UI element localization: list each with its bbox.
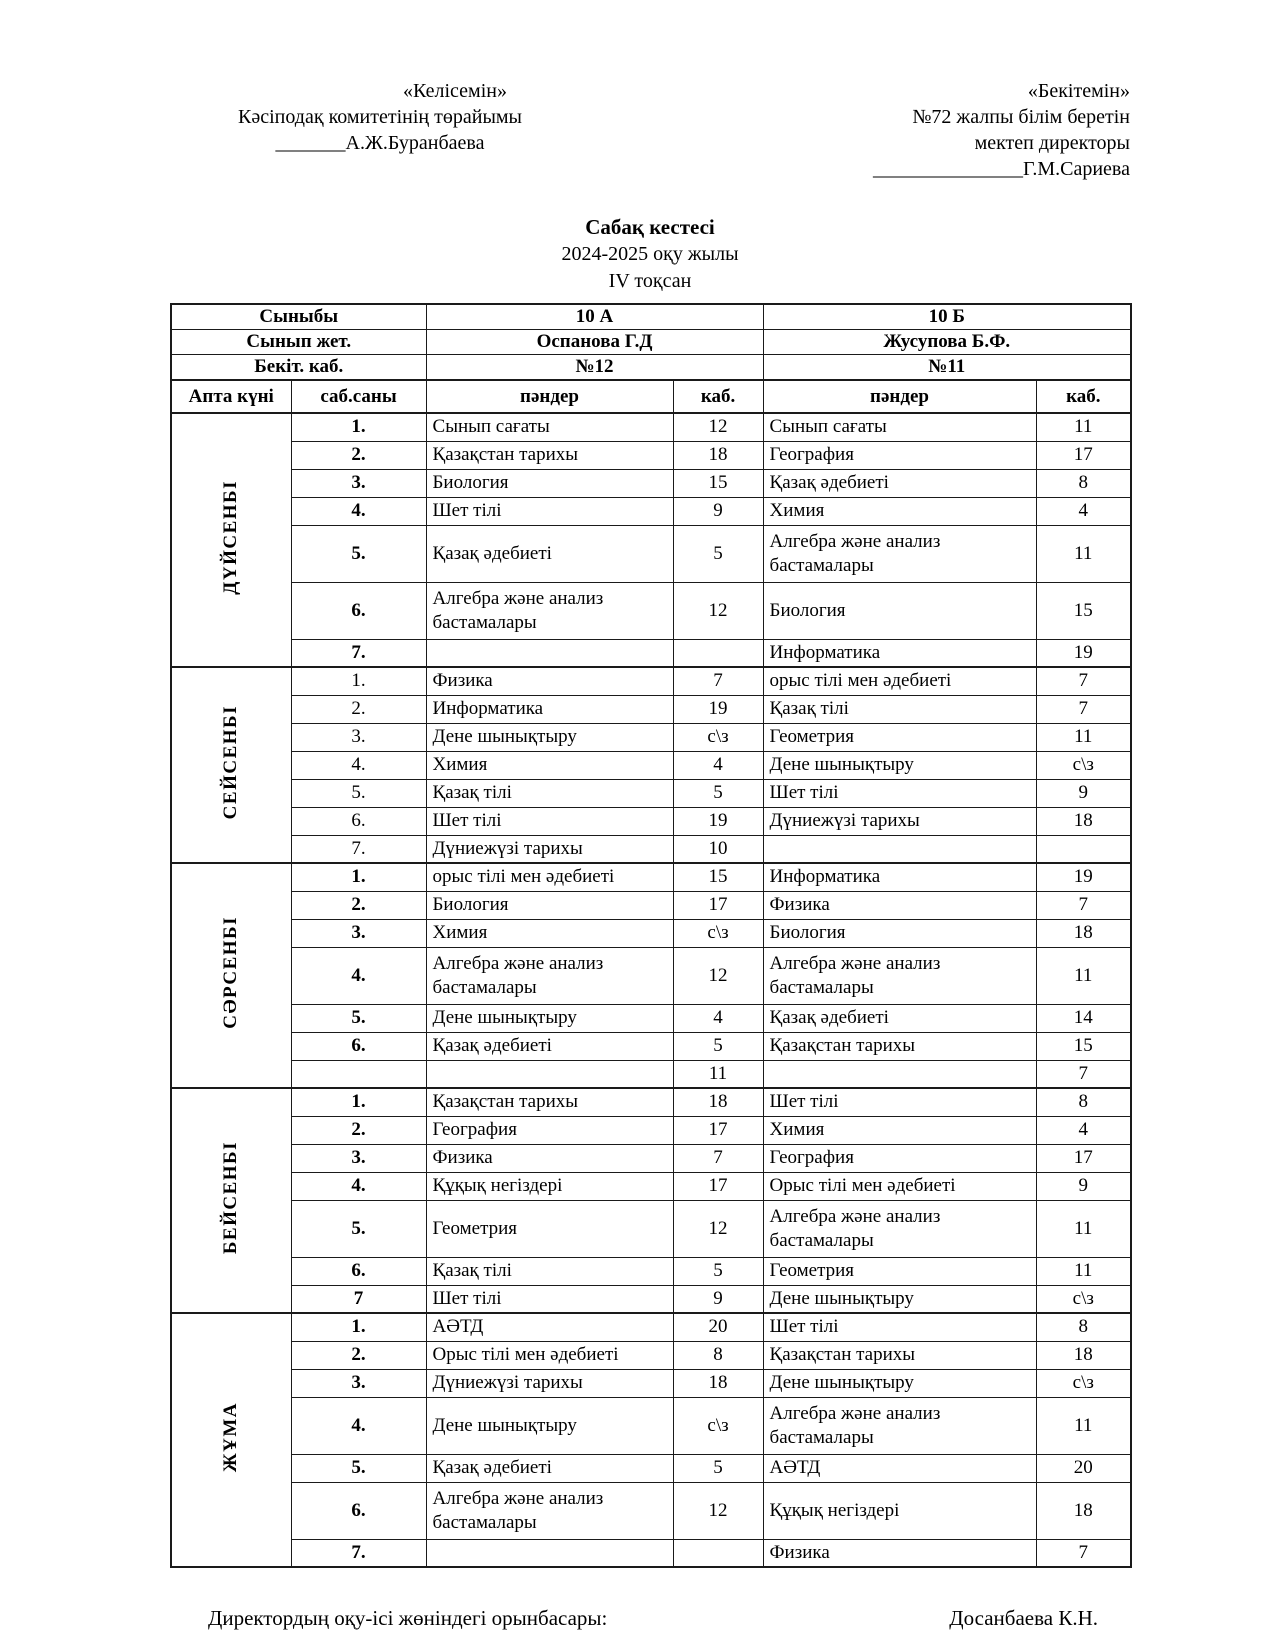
- kab-cell-10b: 7: [1036, 1539, 1131, 1567]
- lesson-num-cell: 1.: [291, 863, 426, 891]
- kab-cell-10b: с\з: [1036, 751, 1131, 779]
- kab-cell-10b: 19: [1036, 639, 1131, 667]
- kab-cell-10a: 12: [673, 1482, 763, 1539]
- subject-cell-10b: Шет тілі: [763, 1088, 1036, 1116]
- subject-cell-10b: География: [763, 441, 1036, 469]
- kab-cell-10b: 11: [1036, 525, 1131, 582]
- lesson-num-cell: 2.: [291, 1341, 426, 1369]
- subject-cell-10b: Дене шынықтыру: [763, 1369, 1036, 1397]
- table-row: [171, 723, 1131, 751]
- kab-cell-10b: 15: [1036, 1032, 1131, 1060]
- kab-cell-10b: 11: [1036, 1200, 1131, 1257]
- school-year: 2024-2025 оқу жылы: [561, 243, 739, 265]
- subject-cell-10b: Алгебра және анализ бастамалары: [763, 947, 1036, 1004]
- agree-role: Кәсіподақ комитетінің төрайымы: [238, 106, 522, 128]
- kab-cell-10a: 15: [673, 863, 763, 891]
- meta-label-teacher: Сынып жет.: [171, 330, 426, 355]
- approve-role: мектеп директоры: [974, 132, 1130, 154]
- lesson-num-cell: 6.: [291, 1032, 426, 1060]
- kab-cell-10b: с\з: [1036, 1285, 1131, 1313]
- subject-cell-10b: Информатика: [763, 863, 1036, 891]
- subject-cell-10a: География: [426, 1116, 673, 1144]
- lesson-num-cell: 1.: [291, 1313, 426, 1341]
- day-label: СӘРСЕНБІ: [220, 916, 242, 1029]
- subject-cell-10b: [763, 1060, 1036, 1088]
- lesson-num-cell: 4.: [291, 1172, 426, 1200]
- kab-cell-10a: 17: [673, 1116, 763, 1144]
- subject-cell-10b: Қазақстан тарихы: [763, 1032, 1036, 1060]
- table-row: [171, 1032, 1131, 1060]
- subject-cell-10a: [426, 639, 673, 667]
- table-row: [171, 1482, 1131, 1539]
- lesson-num-cell: 5.: [291, 1004, 426, 1032]
- table-row: [171, 1144, 1131, 1172]
- kab-cell-10a: 20: [673, 1313, 763, 1341]
- kab-cell-10a: 4: [673, 751, 763, 779]
- kab-cell-10a: 5: [673, 1032, 763, 1060]
- table-row: [171, 1200, 1131, 1257]
- subject-cell-10a: Орыс тілі мен әдебиеті: [426, 1341, 673, 1369]
- kab-cell-10b: 17: [1036, 1144, 1131, 1172]
- kab-cell-10a: 4: [673, 1004, 763, 1032]
- lesson-num-cell: 3.: [291, 723, 426, 751]
- table-row: [171, 891, 1131, 919]
- subject-cell-10a: Физика: [426, 1144, 673, 1172]
- kab-cell-10a: 17: [673, 1172, 763, 1200]
- document-title: Сабақ кестесі: [585, 215, 715, 239]
- table-row: [171, 1060, 1131, 1088]
- lesson-num-cell: 6.: [291, 1482, 426, 1539]
- lesson-num-cell: 4.: [291, 497, 426, 525]
- kab-cell-10a: 12: [673, 413, 763, 441]
- subject-cell-10a: Құқық негіздері: [426, 1172, 673, 1200]
- kab-cell-10a: 18: [673, 1088, 763, 1116]
- kab-cell-10b: 8: [1036, 1088, 1131, 1116]
- lesson-num-cell: 4.: [291, 947, 426, 1004]
- approve-block: [730, 78, 1130, 182]
- lesson-num-cell: 5.: [291, 779, 426, 807]
- lesson-num-cell: 6.: [291, 807, 426, 835]
- kab-cell-10a: 5: [673, 779, 763, 807]
- kab-cell-10a: 7: [673, 667, 763, 695]
- kab-cell-10b: 19: [1036, 863, 1131, 891]
- table-row: [171, 1341, 1131, 1369]
- kab-cell-10b: 20: [1036, 1454, 1131, 1482]
- table-row: [171, 525, 1131, 582]
- kab-cell-10b: 18: [1036, 919, 1131, 947]
- subject-cell-10b: [763, 835, 1036, 863]
- day-cell: [171, 1313, 291, 1567]
- lesson-num-cell: [291, 1060, 426, 1088]
- table-row: [171, 1454, 1131, 1482]
- subject-cell-10b: АӘТД: [763, 1454, 1036, 1482]
- subject-cell-10a: Қазақ әдебиеті: [426, 1454, 673, 1482]
- table-row: [171, 413, 1131, 441]
- kab-cell-10b: 18: [1036, 1482, 1131, 1539]
- kab-cell-10b: 7: [1036, 891, 1131, 919]
- kab-cell-10a: 9: [673, 497, 763, 525]
- subject-cell-10b: Шет тілі: [763, 779, 1036, 807]
- lesson-num-cell: 3.: [291, 919, 426, 947]
- subject-cell-10b: Шет тілі: [763, 1313, 1036, 1341]
- kab-cell-10a: 15: [673, 469, 763, 497]
- table-row: [171, 582, 1131, 639]
- subject-cell-10b: Геометрия: [763, 723, 1036, 751]
- subject-cell-10b: Қазақ тілі: [763, 695, 1036, 723]
- lesson-num-cell: 2.: [291, 695, 426, 723]
- kab-cell-10a: 12: [673, 582, 763, 639]
- meta-label-room: Бекіт. каб.: [171, 355, 426, 381]
- meta-row-room: [171, 355, 1131, 381]
- kab-cell-10a: 19: [673, 695, 763, 723]
- kab-cell-10b: 11: [1036, 1257, 1131, 1285]
- colhead-day: Апта күні: [171, 380, 291, 413]
- table-row: [171, 497, 1131, 525]
- kab-cell-10a: 5: [673, 1257, 763, 1285]
- subject-cell-10a: [426, 1060, 673, 1088]
- subject-cell-10a: Биология: [426, 469, 673, 497]
- day-label: БЕЙСЕНБІ: [220, 1140, 242, 1255]
- kab-cell-10a: 18: [673, 441, 763, 469]
- kab-cell-10b: с\з: [1036, 1369, 1131, 1397]
- kab-cell-10b: 9: [1036, 779, 1131, 807]
- kab-cell-10b: 8: [1036, 469, 1131, 497]
- kab-cell-10a: 12: [673, 947, 763, 1004]
- kab-cell-10a: 18: [673, 1369, 763, 1397]
- colhead-subjects-10a: пәндер: [426, 380, 673, 413]
- kab-cell-10b: 14: [1036, 1004, 1131, 1032]
- subject-cell-10b: Химия: [763, 497, 1036, 525]
- kab-cell-10a: 12: [673, 1200, 763, 1257]
- table-row: [171, 1539, 1131, 1567]
- approve-school: №72 жалпы білім беретін: [912, 106, 1130, 128]
- kab-cell-10b: 4: [1036, 1116, 1131, 1144]
- subject-cell-10b: Дене шынықтыру: [763, 751, 1036, 779]
- lesson-num-cell: 3.: [291, 1144, 426, 1172]
- subject-cell-10b: Қазақ әдебиеті: [763, 469, 1036, 497]
- colhead-kab-10a: каб.: [673, 380, 763, 413]
- day-cell: [171, 413, 291, 667]
- kab-cell-10b: 11: [1036, 947, 1131, 1004]
- subject-cell-10a: Дүниежүзі тарихы: [426, 1369, 673, 1397]
- lesson-num-cell: 7.: [291, 639, 426, 667]
- kab-cell-10b: [1036, 835, 1131, 863]
- lesson-num-cell: 6.: [291, 582, 426, 639]
- table-row: [171, 1397, 1131, 1454]
- subject-cell-10a: Алгебра және анализ бастамалары: [426, 1482, 673, 1539]
- meta-class-10a: 10 А: [426, 304, 763, 330]
- kab-cell-10a: 11: [673, 1060, 763, 1088]
- table-row: [171, 947, 1131, 1004]
- table-row: [171, 835, 1131, 863]
- subject-cell-10a: Химия: [426, 919, 673, 947]
- meta-teacher-10a: Оспанова Г.Д: [426, 330, 763, 355]
- document-page: [170, 0, 1130, 1631]
- lesson-num-cell: 2.: [291, 441, 426, 469]
- kab-cell-10b: 11: [1036, 1397, 1131, 1454]
- lesson-num-cell: 5.: [291, 1200, 426, 1257]
- kab-cell-10b: 18: [1036, 1341, 1131, 1369]
- subject-cell-10b: Физика: [763, 1539, 1036, 1567]
- colhead-subjects-10b: пәндер: [763, 380, 1036, 413]
- day-cell: [171, 863, 291, 1088]
- table-row: [171, 1313, 1131, 1341]
- lesson-num-cell: 1.: [291, 413, 426, 441]
- subject-cell-10a: Қазақстан тарихы: [426, 441, 673, 469]
- timetable: [170, 303, 1132, 1568]
- subject-cell-10a: Қазақ әдебиеті: [426, 525, 673, 582]
- lesson-num-cell: 1.: [291, 667, 426, 695]
- subject-cell-10b: Дүниежүзі тарихы: [763, 807, 1036, 835]
- column-header-row: [171, 380, 1131, 413]
- lesson-num-cell: 7.: [291, 835, 426, 863]
- kab-cell-10b: 18: [1036, 807, 1131, 835]
- meta-teacher-10b: Жусупова Б.Ф.: [763, 330, 1131, 355]
- day-cell: [171, 667, 291, 863]
- subject-cell-10b: Химия: [763, 1116, 1036, 1144]
- colhead-lesson-num: саб.саны: [291, 380, 426, 413]
- deputy-director-label: Директордың оқу-ісі жөніндегі орынбасары:: [208, 1606, 608, 1630]
- subject-cell-10b: Алгебра және анализ бастамалары: [763, 1397, 1036, 1454]
- subject-cell-10b: География: [763, 1144, 1036, 1172]
- table-row: [171, 751, 1131, 779]
- table-row: [171, 863, 1131, 891]
- kab-cell-10a: [673, 639, 763, 667]
- table-row: [171, 1285, 1131, 1313]
- kab-cell-10b: 11: [1036, 413, 1131, 441]
- kab-cell-10a: 17: [673, 891, 763, 919]
- subject-cell-10a: Дене шынықтыру: [426, 723, 673, 751]
- subject-cell-10a: Дене шынықтыру: [426, 1004, 673, 1032]
- subject-cell-10b: Қазақ әдебиеті: [763, 1004, 1036, 1032]
- deputy-director-name: Досанбаева К.Н.: [949, 1606, 1098, 1630]
- table-row: [171, 1369, 1131, 1397]
- subject-cell-10b: Алгебра және анализ бастамалары: [763, 1200, 1036, 1257]
- kab-cell-10a: 10: [673, 835, 763, 863]
- lesson-num-cell: 4.: [291, 751, 426, 779]
- table-row: [171, 1257, 1131, 1285]
- table-row: [171, 919, 1131, 947]
- lesson-num-cell: 5.: [291, 525, 426, 582]
- kab-cell-10a: 5: [673, 525, 763, 582]
- subject-cell-10a: [426, 1539, 673, 1567]
- subject-cell-10b: орыс тілі мен әдебиеті: [763, 667, 1036, 695]
- table-row: [171, 639, 1131, 667]
- subject-cell-10b: Сынып сағаты: [763, 413, 1036, 441]
- kab-cell-10b: 8: [1036, 1313, 1131, 1341]
- table-row: [171, 695, 1131, 723]
- signature-header: [170, 78, 1130, 182]
- table-row: [171, 1088, 1131, 1116]
- subject-cell-10a: Қазақстан тарихы: [426, 1088, 673, 1116]
- lesson-num-cell: 6.: [291, 1257, 426, 1285]
- subject-cell-10a: Дүниежүзі тарихы: [426, 835, 673, 863]
- subject-cell-10b: Информатика: [763, 639, 1036, 667]
- subject-cell-10b: Алгебра және анализ бастамалары: [763, 525, 1036, 582]
- timetable-head-rows: [171, 304, 1131, 413]
- lesson-num-cell: 7: [291, 1285, 426, 1313]
- kab-cell-10b: 17: [1036, 441, 1131, 469]
- kab-cell-10a: 7: [673, 1144, 763, 1172]
- kab-cell-10a: с\з: [673, 1397, 763, 1454]
- subject-cell-10b: Биология: [763, 919, 1036, 947]
- lesson-num-cell: 3.: [291, 469, 426, 497]
- subject-cell-10a: Дене шынықтыру: [426, 1397, 673, 1454]
- lesson-num-cell: 5.: [291, 1454, 426, 1482]
- kab-cell-10b: 11: [1036, 723, 1131, 751]
- subject-cell-10a: Химия: [426, 751, 673, 779]
- meta-room-10a: №12: [426, 355, 763, 381]
- title-block: [170, 214, 1130, 295]
- subject-cell-10a: Қазақ тілі: [426, 1257, 673, 1285]
- subject-cell-10a: Алгебра және анализ бастамалары: [426, 947, 673, 1004]
- subject-cell-10a: Сынып сағаты: [426, 413, 673, 441]
- meta-label-class: Сыныбы: [171, 304, 426, 330]
- day-label: ЖҰМА: [220, 1401, 242, 1473]
- kab-cell-10a: с\з: [673, 723, 763, 751]
- table-row: [171, 441, 1131, 469]
- kab-cell-10b: 4: [1036, 497, 1131, 525]
- subject-cell-10b: Геометрия: [763, 1257, 1036, 1285]
- kab-cell-10b: 7: [1036, 667, 1131, 695]
- subject-cell-10b: Биология: [763, 582, 1036, 639]
- subject-cell-10a: орыс тілі мен әдебиеті: [426, 863, 673, 891]
- meta-row-class: [171, 304, 1131, 330]
- timetable-body: [171, 413, 1131, 1567]
- subject-cell-10a: Геометрия: [426, 1200, 673, 1257]
- kab-cell-10a: с\з: [673, 919, 763, 947]
- day-label: ДҮЙСЕНБІ: [220, 479, 242, 595]
- day-cell: [171, 1088, 291, 1313]
- subject-cell-10b: Қазақстан тарихы: [763, 1341, 1036, 1369]
- document-footer: [170, 1606, 1130, 1631]
- term: IV тоқсан: [608, 270, 692, 292]
- subject-cell-10a: Қазақ тілі: [426, 779, 673, 807]
- subject-cell-10a: Биология: [426, 891, 673, 919]
- subject-cell-10a: Физика: [426, 667, 673, 695]
- kab-cell-10a: 9: [673, 1285, 763, 1313]
- meta-class-10b: 10 Б: [763, 304, 1131, 330]
- meta-room-10b: №11: [763, 355, 1131, 381]
- table-row: [171, 779, 1131, 807]
- subject-cell-10a: Қазақ әдебиеті: [426, 1032, 673, 1060]
- table-row: [171, 469, 1131, 497]
- kab-cell-10b: 7: [1036, 1060, 1131, 1088]
- subject-cell-10a: Алгебра және анализ бастамалары: [426, 582, 673, 639]
- subject-cell-10a: АӘТД: [426, 1313, 673, 1341]
- kab-cell-10b: 7: [1036, 695, 1131, 723]
- lesson-num-cell: 2.: [291, 1116, 426, 1144]
- agree-title: «Келісемін»: [403, 80, 507, 102]
- kab-cell-10a: 19: [673, 807, 763, 835]
- table-row: [171, 1116, 1131, 1144]
- subject-cell-10a: Шет тілі: [426, 497, 673, 525]
- kab-cell-10b: 9: [1036, 1172, 1131, 1200]
- kab-cell-10b: 15: [1036, 582, 1131, 639]
- table-row: [171, 667, 1131, 695]
- lesson-num-cell: 7.: [291, 1539, 426, 1567]
- kab-cell-10a: 8: [673, 1341, 763, 1369]
- kab-cell-10a: [673, 1539, 763, 1567]
- day-label: СЕЙСЕНБІ: [220, 704, 242, 820]
- table-row: [171, 1004, 1131, 1032]
- meta-row-teacher: [171, 330, 1131, 355]
- subject-cell-10b: Орыс тілі мен әдебиеті: [763, 1172, 1036, 1200]
- agree-signature-line: _______А.Ж.Буранбаева: [275, 132, 485, 154]
- agree-block: [170, 78, 590, 182]
- kab-cell-10a: 5: [673, 1454, 763, 1482]
- approve-signature-line: _______________Г.М.Сариева: [873, 158, 1130, 180]
- lesson-num-cell: 4.: [291, 1397, 426, 1454]
- subject-cell-10b: Физика: [763, 891, 1036, 919]
- lesson-num-cell: 3.: [291, 1369, 426, 1397]
- subject-cell-10a: Информатика: [426, 695, 673, 723]
- table-row: [171, 807, 1131, 835]
- subject-cell-10a: Шет тілі: [426, 807, 673, 835]
- colhead-kab-10b: каб.: [1036, 380, 1131, 413]
- table-row: [171, 1172, 1131, 1200]
- subject-cell-10a: Шет тілі: [426, 1285, 673, 1313]
- lesson-num-cell: 2.: [291, 891, 426, 919]
- subject-cell-10b: Дене шынықтыру: [763, 1285, 1036, 1313]
- subject-cell-10b: Құқық негіздері: [763, 1482, 1036, 1539]
- approve-title: «Бекітемін»: [1027, 80, 1130, 102]
- lesson-num-cell: 1.: [291, 1088, 426, 1116]
